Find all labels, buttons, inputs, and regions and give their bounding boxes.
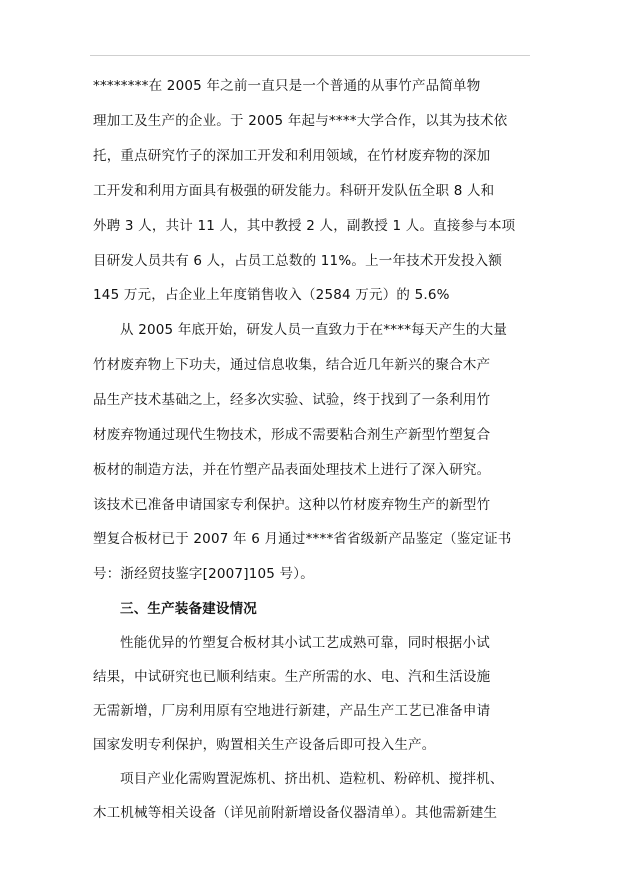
paragraph-2-line-6: 该技术已准备申请国家专利保护。这种以竹材废弃物生产的新型竹 <box>93 497 491 513</box>
paragraph-2-line-2: 竹材废弃物上下功夫，通过信息收集，结合近几年新兴的聚合木产 <box>93 357 491 373</box>
paragraph-2-line-4: 材废弃物通过现代生物技术，形成不需要粘合剂生产新型竹塑复合 <box>93 427 491 443</box>
paragraph-1-line-3: 托，重点研究竹子的深加工开发和利用领域，在竹材废弃物的深加 <box>93 148 491 164</box>
paragraph-3-line-1: 性能优异的竹塑复合板材其小试工艺成熟可靠，同时根据小试 <box>120 635 490 651</box>
paragraph-1-line-7: 145 万元，占企业上年度销售收入（2584 万元）的 5.6% <box>93 287 450 303</box>
section-heading: 三、生产装备建设情况 <box>120 601 257 617</box>
paragraph-2-line-5: 板材的制造方法，并在竹塑产品表面处理技术上进行了深入研究。 <box>93 462 491 478</box>
paragraph-2-line-7: 塑复合板材已于 2007 年 6 月通过****省省级新产品鉴定（鉴定证书 <box>93 531 512 547</box>
paragraph-1-line-6: 目研发人员共有 6 人，占员工总数的 11%。上一年技术开发投入额 <box>93 253 503 269</box>
paragraph-4-line-1: 项目产业化需购置泥炼机、挤出机、造粒机、粉碎机、搅拌机、 <box>120 771 504 787</box>
paragraph-1-line-5: 外聘 3 人，共计 11 人，其中教授 2 人，副教授 1 人。直接参与本项 <box>93 218 516 234</box>
paragraph-3-line-2: 结果，中试研究也已顺利结束。生产所需的水、电、汽和生活设施 <box>93 669 491 685</box>
paragraph-2-line-1: 从 2005 年底开始，研发人员一直致力于在****每天产生的大量 <box>120 322 508 338</box>
paragraph-2-line-3: 品生产技术基础之上，经多次实验、试验，终于找到了一条利用竹 <box>93 392 491 408</box>
paragraph-1-line-4: 工开发和利用方面具有极强的研发能力。科研开发队伍全职 8 人和 <box>93 183 495 199</box>
paragraph-3-line-4: 国家发明专利保护，购置相关生产设备后即可投入生产。 <box>93 737 436 753</box>
paragraph-1-line-1: ********在 2005 年之前一直只是一个普通的从事竹产品简单物 <box>93 78 481 94</box>
paragraph-1-line-2: 理加工及生产的企业。于 2005 年起与****大学合作，以其为技术依 <box>93 113 508 129</box>
paragraph-4-line-2: 木工机械等相关设备（详见前附新增设备仪器清单）。其他需新建生 <box>93 805 498 821</box>
paragraph-2-line-8: 号：浙经贸技鉴字[2007]105 号）。 <box>93 566 314 582</box>
paragraph-3-line-3: 无需新增，厂房利用原有空地进行新建，产品生产工艺已准备申请 <box>93 703 491 719</box>
header-rule <box>90 55 530 56</box>
